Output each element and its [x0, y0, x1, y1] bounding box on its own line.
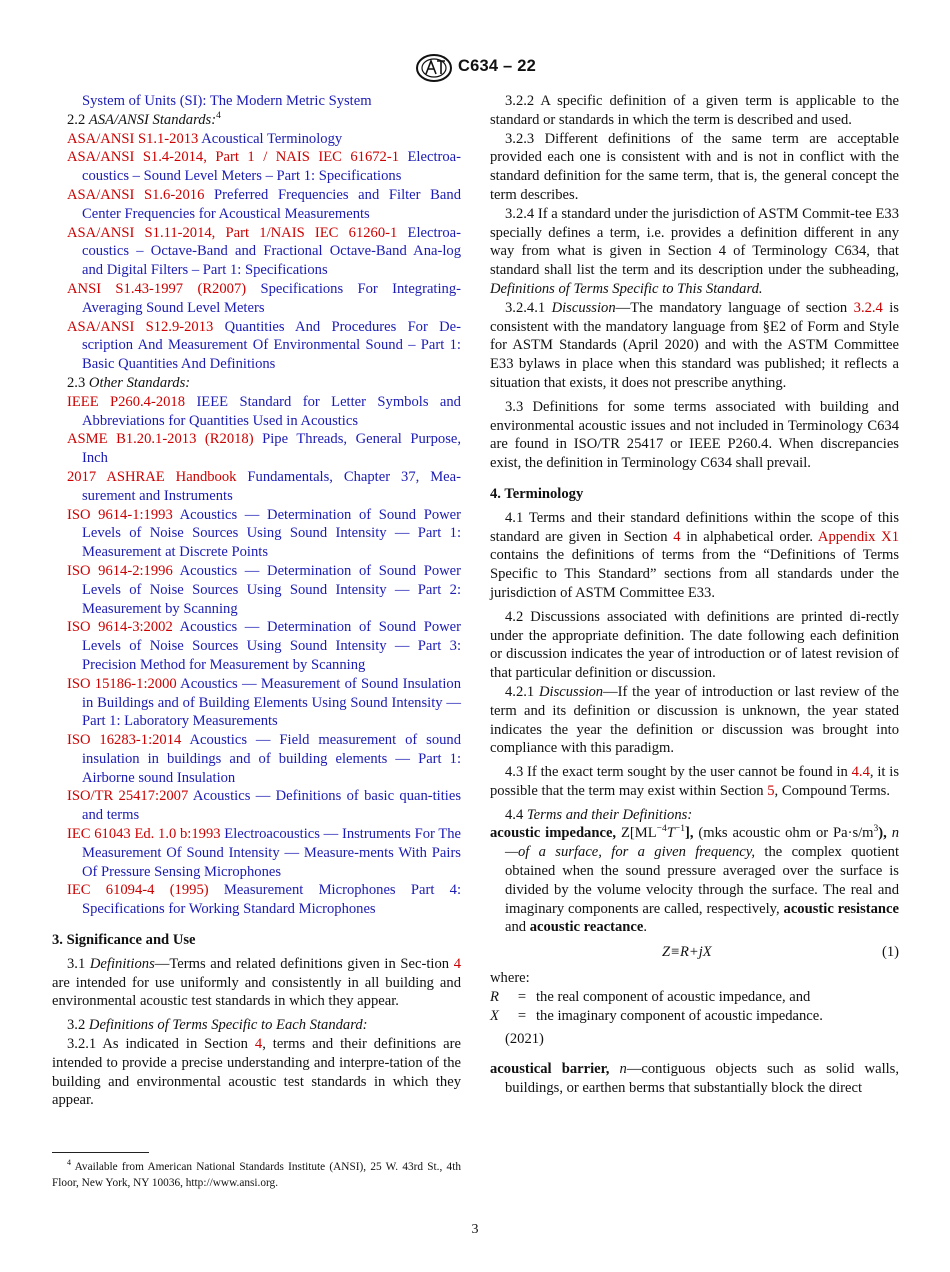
reference-continuation: System of Units (SI): The Modern Metric System [82, 93, 372, 109]
where-row: X = the imaginary component of acoustic impedance. [490, 1007, 823, 1024]
footnote-divider [52, 1152, 149, 1153]
section-5-link[interactable]: 5 [767, 782, 775, 799]
where-label: where: [490, 970, 530, 987]
paragraph-3-2-4: 3.2.4 If a standard under the jurisdiction of ASTM Commit-tee E33 specially defines a term, i.e. provides a definition different in any way from what is given in Section 4 of Terminology C634, that standard shall list the term and its description under the subheading, Definitions of Terms Specific to This Standard. [490, 205, 899, 297]
reference-other-9[interactable]: ISO/TR 25417:2007 Acoustics — Definitions of basic quan-tities and terms [67, 788, 462, 824]
paragraph-3-2-3: 3.2.3 Different definitions of the same term are acceptable provided each one is consistent with and is not in conflict with the standard definition for the same term, that is, the general concept the term describes. [490, 130, 899, 203]
term-acoustical-barrier: acoustical barrier, n—contiguous objects such as solid walls, buildings, or earthen berms that substantially block the direct [490, 1061, 900, 1097]
section-4-4-link[interactable]: 4.4 [851, 764, 870, 781]
paragraph-3-3: 3.3 Definitions for some terms associated with building and environmental acoustic issues and not included in Terminology C634 are found in ISO/TR 25417 or IEEE P260.4. When discrepancies exist, the definition in Terminology C634 shall prevail. [490, 398, 899, 472]
equation-1 [490, 941, 899, 963]
reference-asa-4[interactable]: ASA/ANSI S1.11-2014, Part 1/NAIS IEC 61260-1 Electroa-coustics – Octave-Band and Fractional Octave-Band Ana-log and Digital Filters – Part 1: Specifications [67, 224, 462, 279]
paragraph-4-1: 4.1 Terms and their standard definitions within the scope of this standard are given in Section 4 in alphabetical order. Appendix X1 contains the definitions of terms from the “Definitions of Terms Specific to This Standard” sections from all standards under the jurisdiction of ASTM Committee E33. [490, 509, 899, 601]
reference-asa-2[interactable]: ASA/ANSI S1.4-2014, Part 1 / NAIS IEC 61672-1 Electroa-coustics – Sound Level Meters – Part 1: Specifications [67, 149, 461, 185]
document-id: C634 – 22 [458, 57, 536, 75]
reference-asa-1[interactable]: ASA/ANSI S1.1-2013 Acoustical Terminology [67, 130, 343, 147]
term-acoustic-impedance: acoustic impedance, $Z[ML^{-4}T^{-1}]$, (mks acoustic ohm or $Pa\cdot s/m^3$), n—of a surface, for a given frequency, the complex quotient obtained when the sound pressure averaged over the surface is divided by the volume velocity through the surface. The real and imaginary components are called, respectively, acoustic resistance and acoustic reactance. [490, 824, 899, 936]
equation-number: (1) [881, 944, 899, 961]
where-row: R = the real component of acoustic impedance, and [490, 989, 811, 1006]
section-4-link[interactable]: 4 [254, 1036, 263, 1053]
astm-logo-icon [415, 54, 453, 82]
section-3-2-4-link[interactable]: 3.2.4 [853, 299, 883, 316]
section-3-heading: 3. Significance and Use [52, 932, 196, 949]
page-header [0, 54, 950, 84]
reference-other-3[interactable]: 2017 ASHRAE Handbook Fundamentals, Chapter 37, Mea-surement and Instruments [67, 468, 461, 504]
reference-asa-5[interactable]: ANSI S1.43-1997 (R2007) Specifications For Integrating-Averaging Sound Level Meters [67, 280, 461, 316]
right-column [490, 92, 899, 1098]
paragraph-3-2-4-1: 3.2.4.1 Discussion—The mandatory language of section 3.2.4 is consistent with the mandatory language from §E2 of Form and Style for ASTM Standards (April 2020) and with the ASTM Committee E33 bylaws in place when this standard was published; it reflects a situation that exists, it does not prescribe anything. [490, 299, 899, 391]
paragraph-4-2-1: 4.2.1 Discussion—If the year of introduction or last review of the term and its definition or discussion is unknown, the year stated indicates the year the definition or discussion was brought into compliance with this paradigm. [490, 683, 899, 757]
appendix-x1-link[interactable]: Appendix X1 [817, 528, 899, 545]
paragraph-3-2-2: 3.2.2 A specific definition of a given term is applicable to the standard or standards in which the term is described and used. [490, 93, 899, 128]
reference-other-11[interactable]: IEC 61094-4 (1995) Measurement Microphones Part 4: Specifications for Working Standard Microphones [67, 882, 461, 918]
revision-year: (2021) [505, 1030, 544, 1047]
left-column [52, 92, 461, 1110]
section-4-heading: 4. Terminology [490, 485, 584, 502]
reference-other-4[interactable]: ISO 9614-1:1993 Acoustics — Determination of Sound Power Levels of Noise Sources Using Sound Intensity — Part 1: Measurement at Discrete Points [67, 506, 461, 561]
reference-other-6[interactable]: ISO 9614-3:2002 Acoustics — Determination of Sound Power Levels of Noise Sources Using Sound Intensity — Part 3: Precision Method for Measurement by Scanning [67, 619, 461, 673]
reference-other-7[interactable]: ISO 15186-1:2000 Acoustics — Measurement of Sound Insulation in Buildings and of Building Elements Using Sound Intensity — Part 1: Laboratory Measurements [67, 675, 461, 730]
paragraph-3-1: 3.1 Definitions—Terms and related definitions given in Sec-tion 4 are intended for use uniformly and consistently in all building and environmental acoustic test standards in which they appear. [52, 955, 461, 1010]
footnote: $^4$ Available from American National Standards Institute (ANSI), 25 W. 43rd St., 4th Floor, New York, NY 10036, http://www.ansi.org. [52, 1158, 461, 1189]
paragraph-4-2: 4.2 Discussions associated with definitions are printed di-rectly under the appropriate definition. The date following each definition or discussion indicates the year of introduction or of latest revision of that particular definition or discussion. [490, 608, 899, 682]
paragraph-3-2: 3.2 Definitions of Terms Specific to Each Standard: [67, 1017, 368, 1034]
page-number: 3 [471, 1222, 479, 1237]
paragraph-4-3: 4.3 If the exact term sought by the user cannot be found in 4.4, it is possible that the term may exist within Section 5, Compound Terms. [490, 764, 899, 799]
reference-other-1[interactable]: IEEE P260.4-2018 IEEE Standard for Letter Symbols and Abbreviations for Quantities Used in Acoustics [67, 393, 461, 429]
section-4-link[interactable]: 4 [453, 955, 461, 972]
section-2-3-heading: 2.3 Other Standards: [67, 374, 191, 391]
reference-other-8[interactable]: ISO 16283-1:2014 Acoustics — Field measurement of sound insulation in buildings and of building elements — Part 1: Airborne sound Insulation [67, 732, 462, 786]
reference-other-2[interactable]: ASME B1.20.1-2013 (R2018) Pipe Threads, General Purpose, Inch [67, 431, 461, 467]
reference-other-10[interactable]: IEC 61043 Ed. 1.0 b:1993 Electroacoustics — Instruments For The Measurement Of Sound Intensity — Measure-ments With Pairs Of Pressure Sensing Microphones [67, 826, 462, 880]
reference-other-5[interactable]: ISO 9614-2:1996 Acoustics — Determination of Sound Power Levels of Noise Sources Using Sound Intensity — Part 2: Measurement by Scanning [67, 562, 461, 617]
section-4-link[interactable]: 4 [673, 528, 681, 545]
section-2-2-heading: 2.2 ASA/ANSI Standards:$^4$ [67, 110, 221, 128]
paragraph-3-2-1: 3.2.1 As indicated in Section 4, terms and their definitions are intended to provide a precise understanding and interpre-tation of the building and environmental acoustic test standards in which they appear. [52, 1036, 461, 1109]
equation-text: Z≡R+jX [662, 944, 712, 961]
paragraph-4-4: 4.4 Terms and their Definitions: [505, 806, 693, 823]
reference-asa-6[interactable]: ASA/ANSI S12.9-2013 Quantities And Procedures For De-scription And Measurement Of Environmental Sound – Part 1: Basic Quantities And Definitions [67, 318, 461, 373]
reference-asa-3[interactable]: ASA/ANSI S1.6-2016 Preferred Frequencies and Filter Band Center Frequencies for Acoustical Measurements [67, 186, 461, 222]
